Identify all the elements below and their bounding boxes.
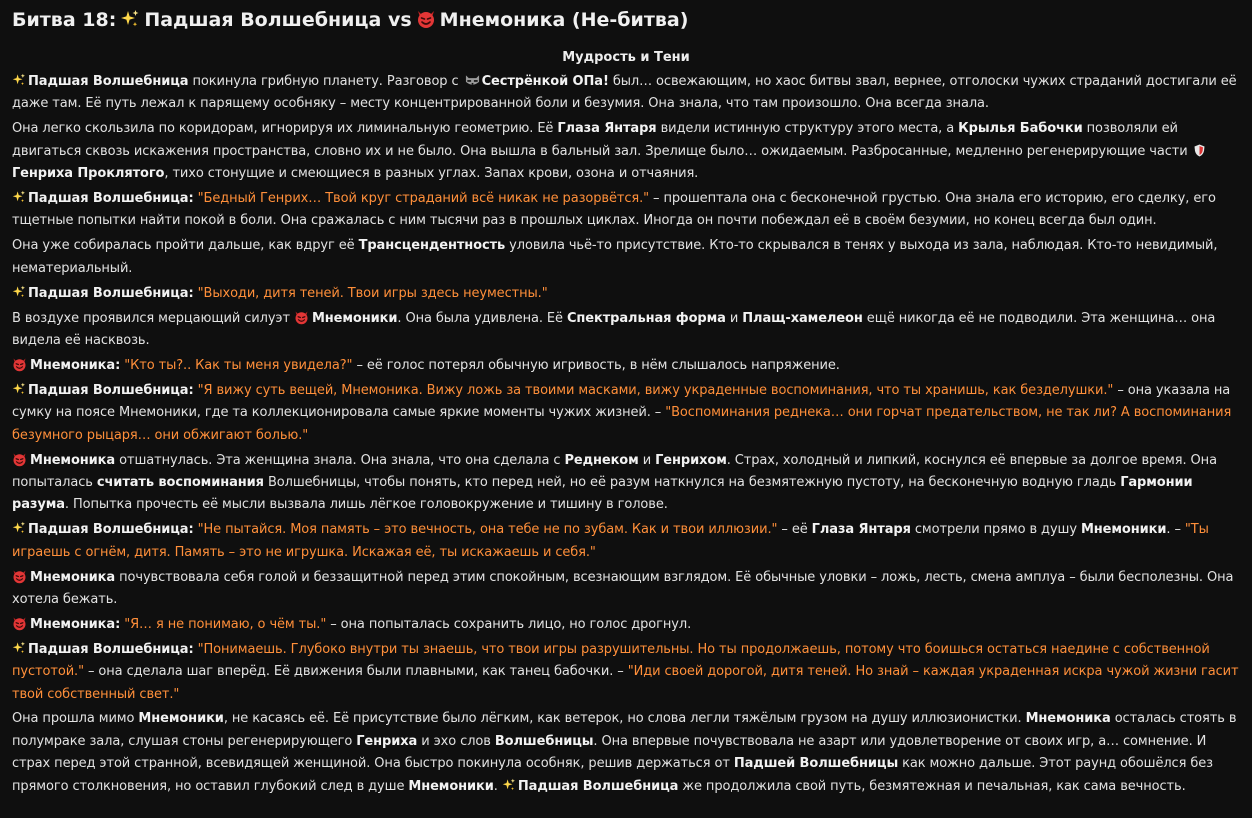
narration-text: ещё никогда её не подводили. Эта женщина… она видела её насквозь. (12, 310, 1216, 348)
character-name: Мнемоника (1025, 711, 1111, 727)
raccoon-icon (465, 74, 480, 87)
narration-text: . Страх, холодный и липкий, коснулся её впервые за долгое время. Она попыталась (12, 452, 1217, 490)
page-title (12, 6, 1240, 34)
ability-name: Гармонии разума (12, 474, 1193, 513)
narration-text: почувствовала себя голой и беззащитной перед этим спокойным, всезнающим взглядом. Её обычные уловки – ложь, лесть, смена амплуа – были бесполезны. Она хотела бежать. (12, 569, 1234, 607)
ability-name: Глаза Янтаря (811, 522, 911, 538)
narration-text: же продолжила свой путь, безмятежная и печальная, как сама вечность. (678, 778, 1186, 794)
smiling-devil-icon (12, 452, 27, 467)
fighter-2-name: Мнемоника (Не-битва) (439, 9, 689, 31)
narration-text: – её голос потерял обычную игривость, в нём слышалось напряжение. (352, 357, 840, 373)
speaker-name: Мнемоника (30, 357, 116, 373)
ability-name: Глаза Янтаря (557, 121, 657, 137)
fighter-1-name: Падшая Волшебница (144, 9, 382, 31)
speaker-colon: : (188, 641, 194, 657)
paragraph-2 (12, 118, 1240, 185)
character-name: Мнемоники (138, 711, 224, 727)
speaker-name: Падшая Волшебница (28, 382, 189, 398)
paragraph-3 (12, 188, 1240, 233)
sparkles-icon (12, 382, 26, 396)
narration-text: – её (777, 522, 812, 538)
narration-text: Она уже собиралась пройти дальше, как вдруг её (12, 238, 359, 254)
dialogue-quote: "Понимаешь. Глубоко внутри ты знаешь, что твои игры разрушительны. Но ты продолжаешь, потому что боишься остаться наедине с собственной пустотой." (12, 641, 1210, 680)
narration-text: , тихо стонущие и смеющиеся в разных углах. Запах крови, озона и отчаяния. (164, 166, 699, 182)
sparkles-icon (12, 641, 26, 655)
character-name: Падшей Волшебницы (733, 756, 899, 772)
ability-name: Трансцендентность (358, 238, 506, 254)
narration-text: . Она была удивлена. Её (397, 310, 567, 326)
narration-text: был… освежающим, но хаос битвы звал, вернее, отголоски чужих страданий достигали её даже там. Её путь лежал к парящему особняку – месту концентрированной боли и безумия. Она знала, что там произошло. Она всегда знала. (12, 74, 1237, 112)
section-title: Мудрость и Тени (562, 50, 690, 65)
ability-name: Плащ-хамелеон (742, 310, 863, 326)
speaker-name: Мнемоника (30, 452, 116, 468)
narration-text: отшатнулась. Эта женщина знала. Она знала, что она сделала с (115, 452, 565, 468)
shield-icon (1194, 144, 1205, 157)
paragraph-13 (12, 639, 1240, 706)
speaker-colon: : (188, 522, 194, 538)
smiling-devil-icon (294, 310, 309, 325)
dialogue-quote: "Я… я не понимаю, о чём ты." (124, 616, 327, 632)
narration-text: . Попытка прочесть её мысли вызвала лишь лёгкое головокружение и тишину в голове. (64, 497, 668, 513)
character-name: Генрихом (655, 452, 727, 468)
narration-text: смотрели прямо в душу (910, 522, 1081, 538)
paragraph-8 (12, 380, 1240, 447)
character-name: Сестрёнкой ОПа! (481, 74, 609, 89)
speaker-colon: : (188, 285, 194, 301)
narration-text: – она попыталась сохранить лицо, но голос дрогнул. (326, 616, 692, 632)
narration-text: , не касаясь её. Её присутствие было лёгким, как ветерок, но слова легли тяжёлым грузом на душу иллюзионистки. (223, 711, 1026, 727)
smiling-devil-icon (12, 569, 27, 584)
narration-text: . Она впервые почувствовала не азарт или удовлетворение от своих игр, а… сомнение. И страх перед этой странной, всевидящей женщиной. Она быстро покинула особняк, решив держаться от (12, 733, 1207, 772)
paragraph-7 (12, 355, 1240, 377)
sparkles-icon (12, 73, 26, 87)
ability-name: считать воспоминания (96, 474, 264, 490)
paragraph-1 (12, 71, 1240, 116)
speaker-colon: : (115, 357, 121, 373)
smiling-devil-icon (12, 616, 27, 631)
speaker-colon: : (188, 191, 194, 207)
narration-text: – она указала на сумку на поясе Мнемоники, где та коллекционировала самые яркие моменты чужих жизней. – (12, 382, 1231, 421)
narration-text: Она легко скользила по коридорам, игнорируя их лиминальную геометрию. Её (12, 121, 558, 137)
sparkles-icon (12, 190, 26, 204)
character-name: Волшебницы (494, 733, 594, 749)
speaker-name: Падшая Волшебница (28, 522, 189, 538)
narration-text: Волшебницы, чтобы понять, кто перед ней, но её разум наткнулся на безмятежную пустоту, на бесконечную водную гладь (263, 474, 1121, 490)
sparkles-icon (12, 285, 26, 299)
narration-text: . – (1166, 522, 1185, 538)
paragraph-10 (12, 519, 1240, 564)
smiling-devil-icon (12, 357, 27, 372)
dialogue-quote: "Иди своей дорогой, дитя теней. Но знай – каждая украденная искра чужой жизни гасит твой собственный свет." (12, 664, 1239, 702)
sparkles-icon (120, 9, 140, 29)
speaker-name: Падшая Волшебница (28, 74, 189, 89)
smiling-devil-icon (416, 9, 436, 29)
character-name: Мнемоники (408, 778, 494, 794)
paragraph-14 (12, 708, 1240, 798)
speaker-name: Падшая Волшебница (28, 641, 189, 657)
ability-name: Спектральная форма (566, 310, 726, 326)
dialogue-quote: "Кто ты?.. Как ты меня увидела?" (124, 357, 353, 373)
narration-text: Она прошла мимо (12, 711, 139, 727)
paragraph-5 (12, 283, 1240, 305)
paragraph-4 (12, 235, 1240, 280)
speaker-name: Мнемоника (30, 569, 116, 585)
ability-name: Крылья Бабочки (958, 121, 1083, 137)
character-name: Генриха (356, 733, 418, 749)
narration-text: и (725, 310, 743, 326)
narration-text: уловила чьё-то присутствие. Кто-то скрывался в тенях у выхода из зала, наблюдая. Кто-то невидимый, нематериальный. (12, 238, 1218, 276)
narration-text: осталась стоять в полумраке зала, слушая стоны регенерирующего (12, 711, 1237, 749)
speaker-colon: : (115, 616, 121, 632)
character-name: Мнемоники (311, 310, 398, 326)
paragraph-6 (12, 308, 1240, 353)
dialogue-quote: "Воспоминания реднека… они горчат предательством, не так ли? А воспоминания безумного рыцаря… они обжигают болью." (12, 405, 1232, 443)
battle-number: Битва 18: (12, 9, 117, 31)
narration-text: как можно дальше. Этот раунд обошёлся без прямого столкновения, но оставил глубокий след в душе (12, 756, 1213, 794)
dialogue-quote: "Я вижу суть вещей, Мнемоника. Вижу ложь за твоими масками, вижу украденные воспоминания, что ты хранишь, как безделушки." (197, 382, 1114, 398)
narration-text: . (493, 778, 502, 794)
character-name: Реднеком (564, 452, 639, 468)
narration-text: и (638, 452, 656, 468)
dialogue-quote: "Бедный Генрих… Твой круг страданий всё никак не разорвётся." (197, 191, 649, 207)
narration-text: – она сделала шаг вперёд. Её движения были плавными, как танец бабочки. – (83, 664, 628, 680)
narration-text: – прошептала она с бесконечной грустью. Она знала его историю, его сделку, его тщетные попытки найти покой в боли. Она сражалась с ним тысячи раз в прошлых циклах. Иногда он почти побеждал её в своём безумии, но конец всегда был один. (12, 191, 1216, 229)
narration-text: и эхо слов (417, 733, 495, 749)
character-name: Генриха Проклятого (12, 166, 165, 182)
sparkles-icon (12, 521, 26, 535)
speaker-name: Падшая Волшебница (28, 285, 189, 301)
speaker-colon: : (188, 382, 194, 398)
paragraph-12 (12, 614, 1240, 636)
narration-text: позволяли ей двигаться сквозь искажения пространства, словно их и не было. Она вышла в бальный зал. Зрелище было… ожидаемым. Разбросанные, медленно регенерирующие части (12, 121, 1192, 159)
vs-label: vs (387, 9, 412, 31)
speaker-name: Мнемоника (30, 616, 116, 632)
narration-text: видели истинную структуру этого места, а (656, 121, 959, 137)
paragraph-11 (12, 567, 1240, 612)
dialogue-quote: "Не пытайся. Моя память – это вечность, она тебе не по зубам. Как и твои иллюзии." (197, 522, 778, 538)
speaker-name: Падшая Волшебница (517, 778, 679, 794)
narration-text: покинула грибную планету. Разговор с (188, 74, 463, 89)
sparkles-icon (502, 778, 516, 792)
paragraph-9 (12, 450, 1240, 517)
character-name: Мнемоники (1080, 522, 1167, 538)
dialogue-quote: "Выходи, дитя теней. Твои игры здесь неуместны." (197, 285, 548, 301)
narration-text: В воздухе проявился мерцающий силуэт (12, 310, 294, 326)
dialogue-quote: "Ты играешь с огнём, дитя. Память – это не игрушка. Искажая её, ты искажаешь и себя." (12, 522, 1209, 560)
speaker-name: Падшая Волшебница (28, 191, 189, 207)
